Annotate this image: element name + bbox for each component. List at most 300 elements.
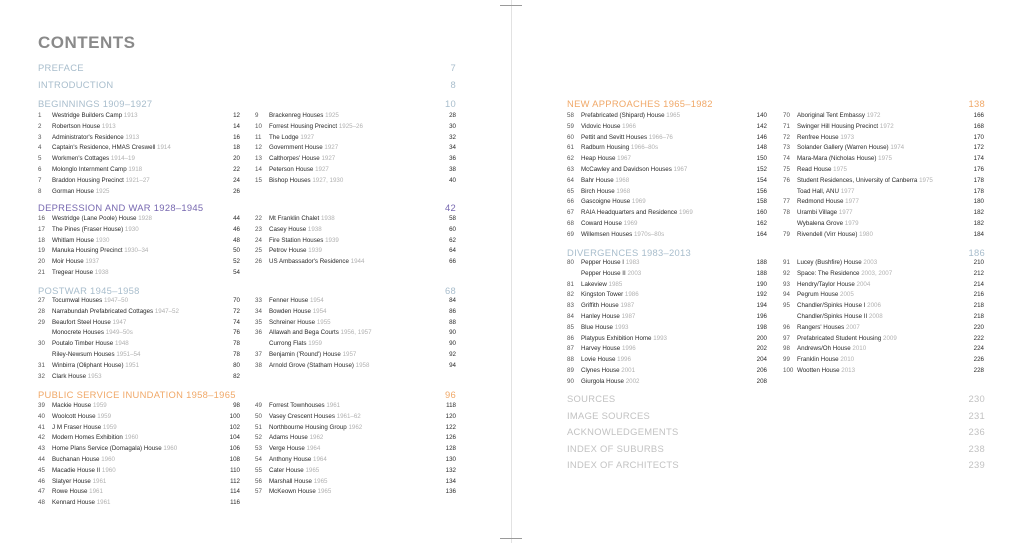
section-heading[interactable] <box>38 202 456 213</box>
toc-entry[interactable] <box>567 208 767 219</box>
entry-page: 18 <box>233 144 240 152</box>
entry-date: 1954 <box>309 297 324 304</box>
entry-date: 1987 <box>620 302 635 310</box>
entry-number: 82 <box>567 291 574 299</box>
toc-entry[interactable] <box>255 111 456 122</box>
entry-page: 160 <box>756 209 767 217</box>
entry-page: 106 <box>229 445 240 453</box>
entry-date: 1953 <box>87 372 102 380</box>
entry-date: 1986 <box>624 291 639 299</box>
toc-entry[interactable] <box>567 154 767 165</box>
entry-title: Arnold Grove (Statham House) <box>269 361 356 369</box>
toc-entry[interactable] <box>567 377 767 388</box>
section-heading[interactable] <box>567 247 985 258</box>
entry-name <box>797 280 870 291</box>
entry-page: 176 <box>973 166 984 173</box>
entry-number: 23 <box>255 225 262 233</box>
entry-number: 37 <box>255 351 262 358</box>
toc-entry[interactable] <box>783 111 984 122</box>
entry-page: 142 <box>756 122 767 130</box>
section-heading[interactable] <box>38 285 456 296</box>
entry-number: 10 <box>255 122 262 130</box>
entry-date: 1968 <box>615 176 630 184</box>
entry-date: 1969 <box>679 209 693 217</box>
entry-date: 1925–26 <box>338 122 363 130</box>
entry-title: Read House <box>797 166 834 173</box>
toc-entry[interactable] <box>567 197 767 208</box>
entry-date: 1980 <box>859 230 873 238</box>
entry-name <box>797 344 866 355</box>
entry-number: 41 <box>38 423 45 431</box>
toc-entry[interactable] <box>38 455 240 466</box>
entry-name <box>269 401 340 412</box>
section-backmatter-title: INDEX OF ARCHITECTS <box>567 459 679 470</box>
toc-entry[interactable] <box>783 366 984 377</box>
toc-entry[interactable] <box>255 122 456 133</box>
entry-number: 8 <box>38 187 42 195</box>
toc-entry[interactable] <box>38 444 240 455</box>
entry-number: 9 <box>255 112 259 119</box>
entry-page: 84 <box>449 297 456 304</box>
toc-entry[interactable] <box>255 214 456 225</box>
section-backmatter[interactable] <box>567 443 985 454</box>
entry-name <box>269 350 356 361</box>
entry-page: 200 <box>756 334 767 342</box>
entry-number: 90 <box>567 377 574 385</box>
toc-entry[interactable] <box>567 366 767 377</box>
toc-entry[interactable] <box>783 208 984 219</box>
entry-date: 2004 <box>856 280 871 288</box>
entry-name <box>269 246 322 257</box>
toc-entry[interactable] <box>38 339 240 350</box>
section-backmatter-page: 230 <box>968 393 985 404</box>
entry-page: 90 <box>449 329 456 337</box>
toc-entry[interactable] <box>38 236 240 247</box>
entry-page: 44 <box>233 215 240 222</box>
entry-page: 82 <box>233 372 240 380</box>
entry-number: 71 <box>783 122 790 130</box>
toc-entry[interactable] <box>255 236 456 247</box>
entry-date: 1962 <box>309 434 324 442</box>
entry-date: 1948 <box>114 340 129 348</box>
entry-date: 2002 <box>625 377 640 385</box>
section-backmatter[interactable] <box>567 426 985 437</box>
entry-page: 54 <box>233 269 240 276</box>
toc-entry[interactable] <box>255 433 456 444</box>
entry-number: 4 <box>38 144 42 152</box>
toc-entry[interactable] <box>783 301 984 312</box>
toc-entry[interactable] <box>38 433 240 444</box>
entry-page: 128 <box>445 445 456 453</box>
entry-date: 2010 <box>840 356 855 364</box>
toc-entry[interactable] <box>783 355 984 366</box>
entry-date: 1938 <box>94 269 109 276</box>
entry-page: 152 <box>756 166 767 173</box>
entry-title: Gorman House <box>52 187 96 195</box>
toc-entry[interactable] <box>567 355 767 366</box>
toc-entry[interactable] <box>255 477 456 488</box>
entry-name <box>797 269 892 280</box>
entry-page: 168 <box>973 122 984 130</box>
toc-entry[interactable] <box>567 280 767 291</box>
toc-entry[interactable] <box>783 165 984 176</box>
toc-entry[interactable] <box>255 444 456 455</box>
toc-entry[interactable] <box>255 225 456 236</box>
toc-entry[interactable] <box>567 143 767 154</box>
entry-title: Prefabricated Student Housing <box>797 334 883 342</box>
entry-date: 1965 <box>305 466 320 474</box>
entry-title: Administrator's Residence <box>52 133 126 141</box>
entry-date: 1959 <box>102 423 117 431</box>
section-backmatter-title: SOURCES <box>567 393 616 404</box>
toc-entry[interactable] <box>38 268 240 279</box>
entry-date: 1975 <box>878 155 892 163</box>
toc-entry[interactable] <box>255 350 456 361</box>
section-backmatter-title: INDEX OF SUBURBS <box>567 443 665 454</box>
toc-entry[interactable] <box>255 246 456 257</box>
section-heading[interactable] <box>38 389 456 400</box>
toc-entry[interactable] <box>255 361 456 372</box>
entry-date: 1966–80s <box>630 144 659 152</box>
entry-title: Braddon Housing Precinct <box>52 176 126 184</box>
toc-entry[interactable] <box>567 230 767 241</box>
toc-entry[interactable] <box>567 122 767 133</box>
entry-date: 1918 <box>128 166 143 173</box>
toc-entry[interactable] <box>38 350 240 361</box>
entry-title: Modern Homes Exhibition <box>52 434 125 442</box>
section-heading[interactable] <box>567 98 985 109</box>
toc-entry[interactable] <box>38 372 240 383</box>
entry-page: 226 <box>973 356 984 364</box>
entry-date: 1972 <box>866 112 881 119</box>
entry-number: 43 <box>38 445 45 453</box>
toc-entry[interactable] <box>567 176 767 187</box>
entry-number: 56 <box>255 477 262 485</box>
toc-entry[interactable] <box>567 344 767 355</box>
entry-page: 208 <box>756 377 767 385</box>
entry-name <box>52 328 133 339</box>
entry-number: 61 <box>567 144 574 152</box>
entry-name <box>269 122 363 133</box>
entry-number: 55 <box>255 466 262 474</box>
toc-entry[interactable] <box>38 477 240 488</box>
toc-entry[interactable] <box>38 165 240 176</box>
entry-page: 178 <box>973 176 984 184</box>
entry-title: Urambi Village <box>797 209 839 217</box>
entry-name <box>269 423 362 434</box>
entry-name <box>52 176 150 187</box>
entry-name <box>581 197 646 208</box>
toc-entry[interactable] <box>255 296 456 307</box>
entry-title: The Lodge <box>269 133 301 141</box>
entry-name <box>269 339 322 350</box>
entry-title: Fenner House <box>269 297 310 304</box>
entry-title: Vidovic House <box>581 122 623 130</box>
entry-title: Hanley House <box>581 313 622 320</box>
entry-number: 84 <box>567 313 574 320</box>
section-backmatter-page: 239 <box>968 459 985 470</box>
entry-page: 210 <box>973 259 984 266</box>
entry-name <box>52 214 152 225</box>
toc-entry[interactable] <box>38 401 240 412</box>
entry-name <box>797 197 859 208</box>
entry-title: Casey House <box>269 225 308 233</box>
entry-date: 1951 <box>125 361 140 369</box>
toc-entry[interactable] <box>38 361 240 372</box>
toc-entry[interactable] <box>783 323 984 334</box>
entry-name <box>52 444 177 455</box>
entry-date: 1954 <box>312 307 327 315</box>
toc-entry[interactable] <box>38 257 240 268</box>
toc-entry[interactable] <box>567 323 767 334</box>
toc-entry[interactable] <box>783 230 984 241</box>
entry-name <box>797 230 873 241</box>
entry-page: 14 <box>233 122 240 130</box>
entry-date: 1965 <box>317 488 332 496</box>
entry-number: 27 <box>38 297 45 304</box>
entry-title: Harvey House <box>581 345 622 353</box>
entry-page: 62 <box>449 236 456 244</box>
toc-entry[interactable] <box>783 176 984 187</box>
toc-entry[interactable] <box>567 258 767 269</box>
entry-number: 93 <box>783 280 790 288</box>
toc-entry[interactable] <box>255 176 456 187</box>
toc-entry[interactable] <box>38 214 240 225</box>
entry-page: 28 <box>449 112 456 119</box>
entry-date: 1949–50s <box>105 329 133 337</box>
entry-page: 216 <box>973 291 984 299</box>
section-heading-page: 42 <box>444 202 456 213</box>
toc-entry[interactable] <box>567 290 767 301</box>
entry-date: 1939 <box>308 247 322 255</box>
entry-name <box>797 143 904 154</box>
entry-name <box>797 111 880 122</box>
toc-entry[interactable] <box>38 498 240 509</box>
section-heading[interactable] <box>38 98 456 109</box>
toc-entry[interactable] <box>567 133 767 144</box>
entry-title: Kingston Tower <box>581 291 625 299</box>
entry-title: Birch House <box>581 187 617 195</box>
toc-entry[interactable] <box>567 165 767 176</box>
entry-title: Beaufort Steel House <box>52 318 113 326</box>
entry-name <box>269 466 319 477</box>
entry-title: Rangers' Houses <box>797 323 846 331</box>
entry-date: 1930 <box>95 236 110 244</box>
entry-title: Brackenreg Houses <box>269 112 326 119</box>
entry-page: 218 <box>973 313 984 320</box>
toc-entry[interactable] <box>567 334 767 345</box>
entry-number: 92 <box>783 269 790 277</box>
entry-number: 88 <box>567 356 574 364</box>
toc-entry[interactable] <box>783 219 984 230</box>
entry-page: 212 <box>973 269 984 277</box>
entry-name <box>581 269 641 280</box>
toc-entry[interactable] <box>255 455 456 466</box>
entry-page: 130 <box>445 456 456 463</box>
entry-title: Toad Hall, ANU <box>797 187 841 195</box>
entry-date: 1959 <box>97 412 112 420</box>
entry-name <box>52 154 135 165</box>
toc-entry[interactable] <box>567 111 767 122</box>
toc-entry[interactable] <box>567 301 767 312</box>
entry-page: 32 <box>449 133 456 141</box>
toc-entry[interactable] <box>38 318 240 329</box>
toc-entry[interactable] <box>255 318 456 329</box>
entry-title: Giurgola House <box>581 377 626 385</box>
toc-entry[interactable] <box>38 328 240 339</box>
entry-number: 13 <box>255 155 262 163</box>
entry-page: 188 <box>756 269 767 277</box>
toc-entry[interactable] <box>38 143 240 154</box>
toc-entry[interactable] <box>783 154 984 165</box>
entry-date: 1957 <box>342 351 357 358</box>
entry-name <box>52 296 128 307</box>
entry-title: Clynes House <box>581 367 622 374</box>
toc-entry[interactable] <box>567 187 767 198</box>
entry-title: Lovie House <box>581 356 618 364</box>
toc-entry[interactable] <box>255 412 456 423</box>
entry-date: 1964 <box>313 456 327 463</box>
entry-name <box>797 208 853 219</box>
section-backmatter[interactable] <box>567 393 985 404</box>
toc-entry[interactable] <box>255 466 456 477</box>
entry-title: Kennard House <box>52 499 97 507</box>
entry-number: 54 <box>255 456 262 463</box>
toc-entry[interactable] <box>38 423 240 434</box>
toc-entry[interactable] <box>255 339 456 350</box>
entry-title: Government House <box>269 144 325 152</box>
entry-date: 1947–52 <box>154 307 179 315</box>
entry-date: 1969 <box>623 220 638 227</box>
entry-number: 96 <box>783 323 790 331</box>
toc-entry[interactable] <box>38 412 240 423</box>
entry-page: 120 <box>445 412 456 420</box>
toc-entry[interactable] <box>255 165 456 176</box>
toc-entry[interactable] <box>38 487 240 498</box>
entry-title: Tregear House <box>52 269 95 276</box>
entry-name <box>52 257 99 268</box>
toc-entry[interactable] <box>255 257 456 268</box>
toc-entry[interactable] <box>783 187 984 198</box>
toc-entry[interactable] <box>38 111 240 122</box>
toc-entry[interactable] <box>38 307 240 318</box>
entry-page: 192 <box>756 291 767 299</box>
entry-name <box>52 133 139 144</box>
entry-title: Pettit and Sevitt Houses <box>581 133 649 141</box>
entry-number: 63 <box>567 166 574 173</box>
toc-entry[interactable] <box>783 258 984 269</box>
toc-entry[interactable] <box>255 328 456 339</box>
toc-entry[interactable] <box>783 290 984 301</box>
toc-entry[interactable] <box>567 269 767 280</box>
toc-entry[interactable] <box>38 466 240 477</box>
entry-number: 1 <box>38 112 42 119</box>
entry-name <box>581 280 622 291</box>
page-title: CONTENTS <box>38 33 136 52</box>
entry-title: Chandler/Spinks House II <box>797 313 869 320</box>
section-preface[interactable] <box>38 62 456 73</box>
entry-title: US Ambassador's Residence <box>269 258 351 266</box>
entry-name <box>581 111 680 122</box>
entry-date: 1961 <box>89 488 103 496</box>
toc-entry[interactable] <box>38 176 240 187</box>
entry-date: 1996 <box>617 356 631 364</box>
entry-title: Student Residences, University of Canberra <box>797 176 920 184</box>
toc-entry[interactable] <box>567 312 767 323</box>
entry-page: 214 <box>973 280 984 288</box>
entry-date: 1947 <box>112 318 127 326</box>
toc-entry[interactable] <box>783 334 984 345</box>
entry-name <box>581 165 687 176</box>
toc-entry[interactable] <box>255 307 456 318</box>
toc-entry[interactable] <box>783 312 984 323</box>
entry-name <box>52 466 116 477</box>
toc-entry[interactable] <box>38 122 240 133</box>
toc-entry[interactable] <box>783 344 984 355</box>
entry-name <box>52 187 109 198</box>
entry-title: Coward House <box>581 220 624 227</box>
toc-entry[interactable] <box>783 133 984 144</box>
toc-entry[interactable] <box>38 225 240 236</box>
toc-entry[interactable] <box>38 246 240 257</box>
entry-date: 1985 <box>608 280 623 288</box>
entry-name <box>797 323 860 334</box>
toc-entry[interactable] <box>783 143 984 154</box>
toc-entry[interactable] <box>38 187 240 198</box>
toc-entry[interactable] <box>783 269 984 280</box>
section-backmatter[interactable] <box>567 459 985 470</box>
entry-date: 1972 <box>879 122 894 130</box>
toc-entry[interactable] <box>255 423 456 434</box>
entry-name <box>52 477 106 488</box>
section-preface-page: 7 <box>450 62 456 73</box>
toc-entry[interactable] <box>38 133 240 144</box>
entry-date: 1914 <box>157 144 171 152</box>
entry-date: 1993 <box>653 334 667 342</box>
toc-entry[interactable] <box>255 487 456 498</box>
toc-entry[interactable] <box>783 122 984 133</box>
entry-title: Westridge Builders Camp <box>52 112 124 119</box>
section-introduction[interactable] <box>38 79 456 90</box>
crop-mark-top <box>500 5 522 6</box>
entry-page: 40 <box>449 176 456 184</box>
toc-entry[interactable] <box>255 401 456 412</box>
section-backmatter[interactable] <box>567 410 985 421</box>
entry-name <box>581 133 673 144</box>
toc-entry[interactable] <box>567 219 767 230</box>
entry-number: 95 <box>783 302 790 310</box>
entry-title: Woolcott House <box>52 412 98 420</box>
toc-entry[interactable] <box>783 197 984 208</box>
entry-page: 100 <box>229 412 240 420</box>
entry-date: 1977 <box>840 187 855 195</box>
entry-date: 1975 <box>833 166 847 173</box>
entry-name <box>797 154 892 165</box>
toc-entry[interactable] <box>38 154 240 165</box>
entry-number: 21 <box>38 269 45 276</box>
toc-entry[interactable] <box>255 133 456 144</box>
entry-name <box>52 498 110 509</box>
entry-name <box>52 225 139 236</box>
toc-entry[interactable] <box>783 280 984 291</box>
toc-entry[interactable] <box>255 154 456 165</box>
entry-date: 1966–76 <box>648 133 673 141</box>
entry-number: 70 <box>783 112 790 119</box>
toc-entry[interactable] <box>255 143 456 154</box>
entry-name <box>269 165 329 176</box>
toc-entry[interactable] <box>38 296 240 307</box>
entry-date: 1913 <box>101 122 116 130</box>
